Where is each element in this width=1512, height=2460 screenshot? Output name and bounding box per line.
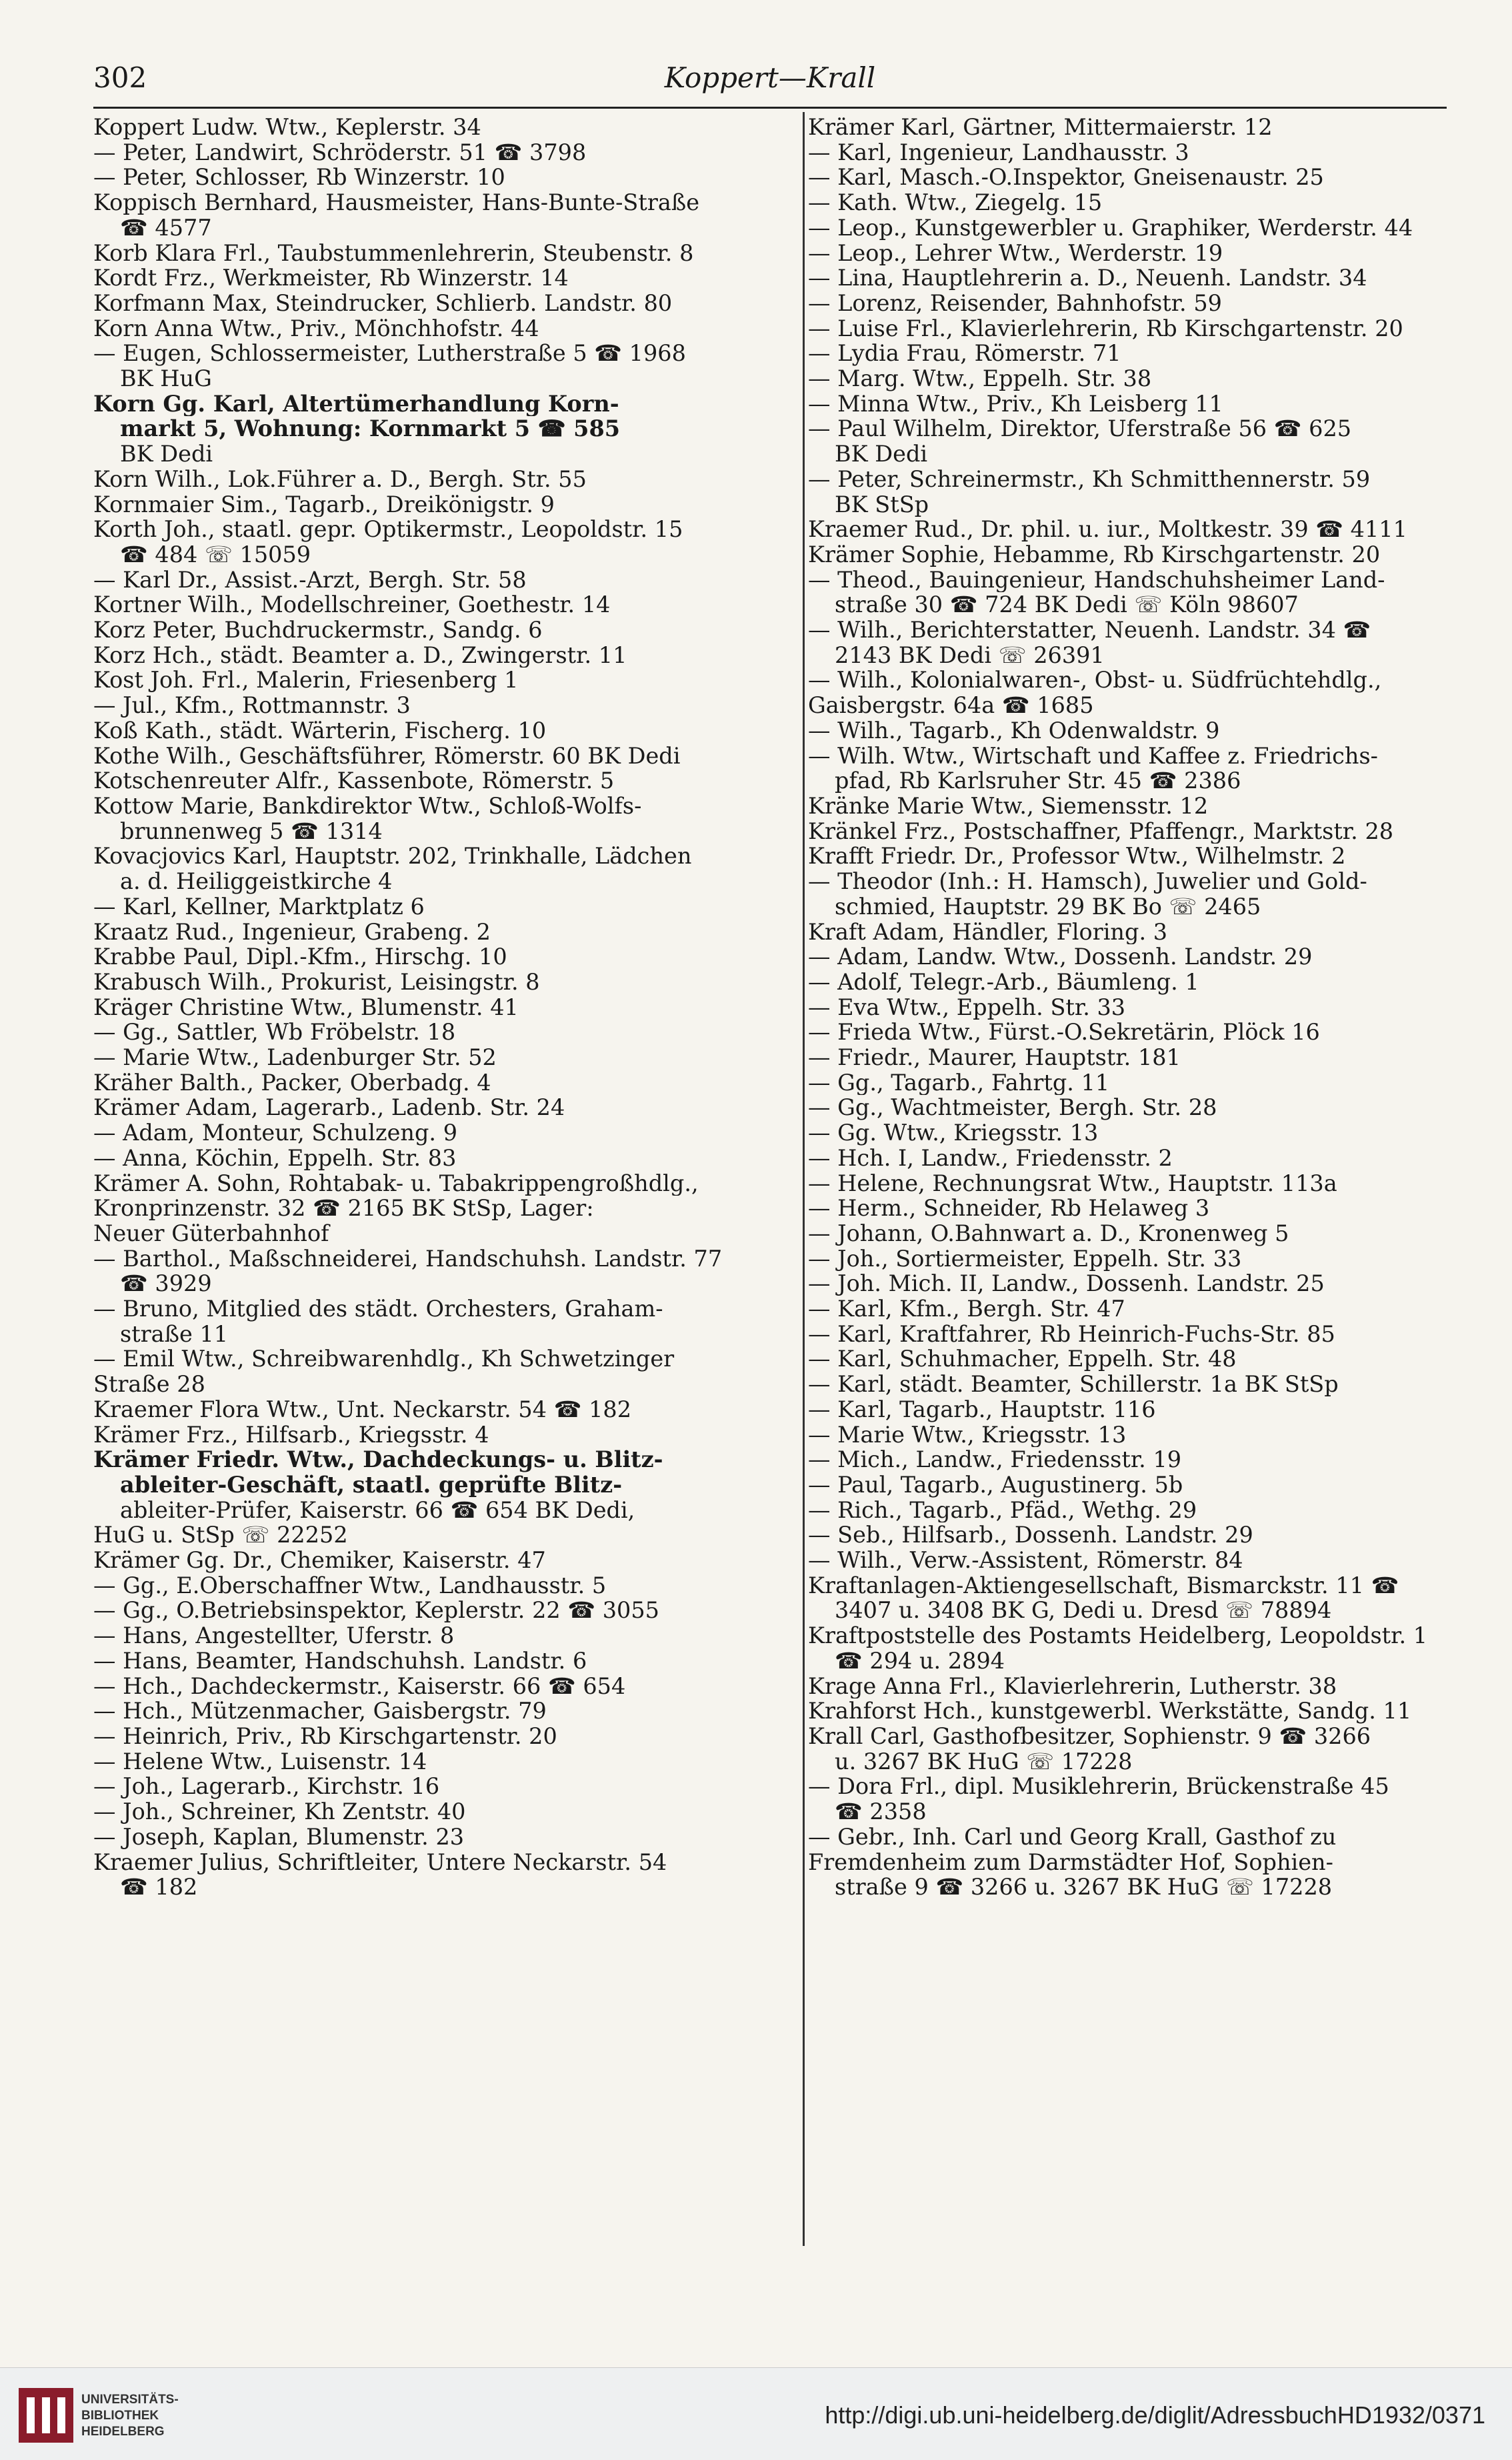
- directory-entry: Kraftpoststelle des Postamts Heidelberg, Leopoldstr. 1: [808, 1623, 1428, 1648]
- directory-entry: Straße 28: [93, 1372, 205, 1397]
- directory-entry: Kränke Marie Wtw., Siemensstr. 12: [808, 793, 1209, 819]
- directory-entry: BK HuG: [120, 366, 212, 391]
- directory-entry: pfad, Rb Karlsruher Str. 45 ☎ 2386: [835, 768, 1241, 794]
- column-divider: [803, 112, 805, 2246]
- directory-entry: — Karl, Ingenieur, Landhausstr. 3: [808, 139, 1189, 165]
- directory-entry: Krabbe Paul, Dipl.-Kfm., Hirschg. 10: [93, 944, 507, 970]
- library-footer: [0, 2367, 1512, 2460]
- directory-entry: — Emil Wtw., Schreibwarenhdlg., Kh Schwetzinger: [93, 1346, 675, 1372]
- directory-entry: — Helene, Rechnungsrat Wtw., Hauptstr. 113a: [808, 1170, 1337, 1196]
- directory-entry: — Heinrich, Priv., Rb Kirschgartenstr. 20: [93, 1724, 557, 1749]
- directory-entry: ☎ 294 u. 2894: [835, 1648, 1005, 1674]
- directory-entry: Kraemer Rud., Dr. phil. u. iur., Moltkestr. 39 ☎ 4111: [808, 517, 1407, 542]
- directory-entry: Kräger Christine Wtw., Blumenstr. 41: [93, 994, 519, 1020]
- directory-entry: Krämer Karl, Gärtner, Mittermaierstr. 12: [808, 115, 1273, 140]
- directory-entry: — Friedr., Maurer, Hauptstr. 181: [808, 1045, 1181, 1070]
- directory-entry: — Gg., Tagarb., Fahrtg. 11: [808, 1070, 1110, 1096]
- directory-entry: — Karl, Kraftfahrer, Rb Heinrich-Fuchs-Str. 85: [808, 1321, 1335, 1347]
- directory-entry: — Peter, Schreinermstr., Kh Schmitthennerstr. 59: [808, 466, 1371, 492]
- directory-entry: Korn Gg. Karl, Altertümerhandlung Korn-: [93, 391, 619, 417]
- directory-entry: Kraemer Flora Wtw., Unt. Neckarstr. 54 ☎ 182: [93, 1396, 632, 1422]
- directory-entry: — Peter, Schlosser, Rb Winzerstr. 10: [93, 165, 505, 191]
- directory-entry: — Karl, Tagarb., Hauptstr. 116: [808, 1396, 1156, 1422]
- directory-entry: — Adam, Landw. Wtw., Dossenh. Landstr. 29: [808, 944, 1313, 970]
- directory-entry: Kordt Frz., Werkmeister, Rb Winzerstr. 14: [93, 265, 569, 291]
- directory-entry: — Marie Wtw., Ladenburger Str. 52: [93, 1045, 497, 1070]
- directory-entry: HuG u. StSp ☏ 22252: [93, 1522, 348, 1548]
- directory-entry: Korn Anna Wtw., Priv., Mönchhofstr. 44: [93, 315, 539, 341]
- directory-entry: — Eva Wtw., Eppelh. Str. 33: [808, 994, 1126, 1020]
- directory-entry: Kothe Wilh., Geschäftsführer, Römerstr. 60 BK Dedi: [93, 743, 681, 769]
- directory-entry: — Dora Frl., dipl. Musiklehrerin, Brückenstraße 45: [808, 1774, 1389, 1800]
- directory-entry: — Wilh., Tagarb., Kh Odenwaldstr. 9: [808, 718, 1220, 744]
- directory-entry: — Theod., Bauingenieur, Handschuhsheimer Land-: [808, 567, 1385, 593]
- directory-entry: Kronprinzenstr. 32 ☎ 2165 BK StSp, Lager:: [93, 1196, 594, 1221]
- directory-entry: straße 9 ☎ 3266 u. 3267 BK HuG ☏ 17228: [835, 1875, 1333, 1900]
- directory-entry: — Lorenz, Reisender, Bahnhofstr. 59: [808, 290, 1222, 316]
- directory-entry: Kraemer Julius, Schriftleiter, Untere Neckarstr. 54: [93, 1849, 667, 1875]
- source-url-link[interactable]: http://digi.ub.uni-heidelberg.de/diglit/AdressbuchHD1932/0371: [825, 2401, 1485, 2429]
- directory-entry: Krämer Gg. Dr., Chemiker, Kaiserstr. 47: [93, 1548, 546, 1573]
- directory-entry: Korb Klara Frl., Taubstummenlehrerin, Steubenstr. 8: [93, 240, 694, 266]
- library-logo-icon: [19, 2388, 73, 2443]
- directory-entry: — Leop., Kunstgewerbler u. Graphiker, Werderstr. 44: [808, 215, 1413, 241]
- directory-entry: Kost Joh. Frl., Malerin, Friesenberg 1: [93, 668, 519, 694]
- directory-entry: — Lydia Frau, Römerstr. 71: [808, 341, 1121, 367]
- directory-entry: — Joh., Lagerarb., Kirchstr. 16: [93, 1774, 440, 1800]
- directory-entry: Kränkel Frz., Postschaffner, Pfaffengr., Marktstr. 28: [808, 818, 1394, 844]
- directory-entry: — Theodor (Inh.: H. Hamsch), Juwelier und Gold-: [808, 869, 1367, 894]
- directory-entry: — Marie Wtw., Kriegsstr. 13: [808, 1422, 1127, 1448]
- directory-entry: Korfmann Max, Steindrucker, Schlierb. Landstr. 80: [93, 290, 673, 316]
- directory-entry: Krämer Frz., Hilfsarb., Kriegsstr. 4: [93, 1422, 489, 1448]
- directory-entry: — Karl, Kfm., Bergh. Str. 47: [808, 1296, 1125, 1322]
- directory-entry: — Wilh., Kolonialwaren-, Obst- u. Südfrüchtehdlg.,: [808, 668, 1382, 694]
- directory-entry: — Bruno, Mitglied des städt. Orchesters, Graham-: [93, 1296, 663, 1322]
- directory-entry: Krall Carl, Gasthofbesitzer, Sophienstr. 9 ☎ 3266: [808, 1724, 1371, 1749]
- directory-entry: Kortner Wilh., Modellschreiner, Goethestr. 14: [93, 592, 611, 618]
- directory-entry: — Helene Wtw., Luisenstr. 14: [93, 1748, 427, 1774]
- header-rule: [93, 107, 1447, 109]
- directory-entry: — Barthol., Maßschneiderei, Handschuhsh. Landstr. 77: [93, 1246, 723, 1272]
- directory-entry: brunnenweg 5 ☎ 1314: [120, 818, 383, 844]
- directory-entry: straße 11: [120, 1321, 229, 1347]
- directory-entry: 3407 u. 3408 BK G, Dedi u. Dresd ☏ 78894: [835, 1598, 1332, 1624]
- directory-entry: Koppisch Bernhard, Hausmeister, Hans-Bunte-Straße: [93, 190, 700, 215]
- directory-entry: ☎ 182: [120, 1875, 198, 1900]
- directory-entry: — Lina, Hauptlehrerin a. D., Neuenh. Landstr. 34: [808, 265, 1367, 291]
- directory-entry: — Wilh., Verw.-Assistent, Römerstr. 84: [808, 1548, 1243, 1573]
- library-name: UNIVERSITÄTS- BIBLIOTHEK HEIDELBERG: [81, 2393, 179, 2439]
- directory-entry: ☎ 2358: [835, 1799, 927, 1824]
- directory-entry: Kotschenreuter Alfr., Kassenbote, Römerstr. 5: [93, 768, 615, 794]
- directory-entry: — Paul Wilhelm, Direktor, Uferstraße 56 ☎ 625: [808, 416, 1352, 442]
- directory-entry: Kovacjovics Karl, Hauptstr. 202, Trinkhalle, Lädchen: [93, 844, 692, 870]
- directory-entry: — Gg., E.Oberschaffner Wtw., Landhausstr. 5: [93, 1572, 607, 1598]
- directory-entry: — Marg. Wtw., Eppelh. Str. 38: [808, 366, 1152, 391]
- directory-entry: a. d. Heiliggeistkirche 4: [120, 869, 393, 894]
- directory-entry: — Gg., O.Betriebsinspektor, Keplerstr. 22 ☎ 3055: [93, 1598, 659, 1624]
- directory-entry: — Paul, Tagarb., Augustinerg. 5b: [808, 1472, 1183, 1498]
- directory-entry: — Gebr., Inh. Carl und Georg Krall, Gasthof zu: [808, 1824, 1337, 1850]
- directory-entry: — Jul., Kfm., Rottmannstr. 3: [93, 693, 411, 718]
- directory-entry: — Herm., Schneider, Rb Helaweg 3: [808, 1196, 1210, 1221]
- directory-entry: — Hch., Dachdeckermstr., Kaiserstr. 66 ☎ 654: [93, 1673, 626, 1699]
- directory-entry: — Karl, Schuhmacher, Eppelh. Str. 48: [808, 1346, 1237, 1372]
- directory-entry: — Karl, Kellner, Marktplatz 6: [93, 894, 425, 920]
- directory-entry: Korz Peter, Buchdruckermstr., Sandg. 6: [93, 618, 543, 643]
- directory-entry: — Karl, städt. Beamter, Schillerstr. 1a BK StSp: [808, 1372, 1339, 1397]
- directory-entry: — Wilh. Wtw., Wirtschaft und Kaffee z. Friedrichs-: [808, 743, 1378, 769]
- directory-entry: Kornmaier Sim., Tagarb., Dreikönigstr. 9: [93, 491, 555, 517]
- directory-entry: Gaisbergstr. 64a ☎ 1685: [808, 693, 1094, 718]
- directory-entry: Kraft Adam, Händler, Floring. 3: [808, 919, 1168, 945]
- directory-entry: — Peter, Landwirt, Schröderstr. 51 ☎ 3798: [93, 139, 587, 165]
- directory-entry: — Luise Frl., Klavierlehrerin, Rb Kirschgartenstr. 20: [808, 315, 1403, 341]
- directory-entry: — Kath. Wtw., Ziegelg. 15: [808, 190, 1103, 215]
- directory-entry: BK Dedi: [835, 441, 928, 467]
- directory-entry: — Anna, Köchin, Eppelh. Str. 83: [93, 1145, 457, 1171]
- page-number: 302: [93, 61, 147, 94]
- directory-entry: — Adolf, Telegr.-Arb., Bäumleng. 1: [808, 969, 1199, 995]
- directory-entry: straße 30 ☎ 724 BK Dedi ☏ Köln 98607: [835, 592, 1299, 618]
- directory-entry: Krämer Friedr. Wtw., Dachdeckungs- u. Blitz-: [93, 1447, 663, 1472]
- directory-entry: markt 5, Wohnung: Kornmarkt 5 ☎ 585: [120, 416, 621, 442]
- directory-entry: Krämer A. Sohn, Rohtabak- u. Tabakrippengroßhdlg.,: [93, 1170, 699, 1196]
- directory-entry: — Adam, Monteur, Schulzeng. 9: [93, 1120, 458, 1146]
- directory-entry: — Eugen, Schlossermeister, Lutherstraße 5 ☎ 1968: [93, 341, 686, 367]
- directory-entry: — Johann, O.Bahnwart a. D., Kronenweg 5: [808, 1220, 1289, 1246]
- directory-entry: — Hans, Beamter, Handschuhsh. Landstr. 6: [93, 1648, 587, 1674]
- directory-entry: Kräher Balth., Packer, Oberbadg. 4: [93, 1070, 491, 1096]
- directory-entry: Korn Wilh., Lok.Führer a. D., Bergh. Str. 55: [93, 466, 587, 492]
- directory-entry: — Joh., Schreiner, Kh Zentstr. 40: [93, 1799, 466, 1824]
- directory-entry: ☎ 484 ☏ 15059: [120, 541, 311, 567]
- right-column: [808, 115, 1475, 1900]
- directory-entry: Fremdenheim zum Darmstädter Hof, Sophien-: [808, 1849, 1333, 1875]
- page-header: [93, 61, 1447, 108]
- directory-entry: schmied, Hauptstr. 29 BK Bo ☏ 2465: [835, 894, 1261, 920]
- directory-entry: — Gg., Wachtmeister, Bergh. Str. 28: [808, 1095, 1217, 1121]
- directory-entry: — Karl Dr., Assist.-Arzt, Bergh. Str. 58: [93, 567, 527, 593]
- directory-entry: — Frieda Wtw., Fürst.-O.Sekretärin, Plöck 16: [808, 1020, 1320, 1046]
- directory-entry: ableiter-Geschäft, staatl. geprüfte Blitz-: [120, 1472, 623, 1498]
- directory-entry: — Gg. Wtw., Kriegsstr. 13: [808, 1120, 1099, 1146]
- directory-entry: Kottow Marie, Bankdirektor Wtw., Schloß-Wolfs-: [93, 793, 642, 819]
- directory-entry: — Leop., Lehrer Wtw., Werderstr. 19: [808, 240, 1223, 266]
- directory-entry: Neuer Güterbahnhof: [93, 1220, 329, 1246]
- directory-entry: ☎ 3929: [120, 1271, 212, 1297]
- directory-entry: — Rich., Tagarb., Pfäd., Wethg. 29: [808, 1497, 1197, 1523]
- directory-entry: u. 3267 BK HuG ☏ 17228: [835, 1748, 1133, 1774]
- directory-entry: Krämer Adam, Lagerarb., Ladenb. Str. 24: [93, 1095, 565, 1121]
- directory-entry: — Karl, Masch.-O.Inspektor, Gneisenaustr. 25: [808, 165, 1324, 191]
- directory-entry: Krämer Sophie, Hebamme, Rb Kirschgartenstr. 20: [808, 541, 1381, 567]
- directory-entry: 2143 BK Dedi ☏ 26391: [835, 642, 1105, 668]
- directory-entry: — Joh. Mich. II, Landw., Dossenh. Landstr. 25: [808, 1271, 1325, 1297]
- left-column: [93, 115, 780, 1900]
- directory-entry: — Hans, Angestellter, Uferstr. 8: [93, 1623, 455, 1648]
- directory-entry: Koppert Ludw. Wtw., Keplerstr. 34: [93, 115, 481, 140]
- running-head: Koppert—Krall: [664, 61, 876, 94]
- directory-entry: ableiter-Prüfer, Kaiserstr. 66 ☎ 654 BK Dedi,: [120, 1497, 635, 1523]
- directory-entry: Koß Kath., städt. Wärterin, Fischerg. 10: [93, 718, 547, 744]
- directory-entry: — Joh., Sortiermeister, Eppelh. Str. 33: [808, 1246, 1242, 1272]
- directory-entry: — Joseph, Kaplan, Blumenstr. 23: [93, 1824, 465, 1850]
- directory-entry: BK Dedi: [120, 441, 213, 467]
- directory-entry: — Minna Wtw., Priv., Kh Leisberg 11: [808, 391, 1223, 417]
- directory-entry: Krabusch Wilh., Prokurist, Leisingstr. 8: [93, 969, 540, 995]
- directory-entry: Krafft Friedr. Dr., Professor Wtw., Wilhelmstr. 2: [808, 844, 1346, 870]
- directory-entry: — Mich., Landw., Friedensstr. 19: [808, 1447, 1182, 1472]
- directory-entry: Krage Anna Frl., Klavierlehrerin, Lutherstr. 38: [808, 1673, 1337, 1699]
- directory-entry: Kraftanlagen-Aktiengesellschaft, Bismarckstr. 11 ☎: [808, 1572, 1399, 1598]
- directory-entry: Korth Joh., staatl. gepr. Optikermstr., Leopoldstr. 15: [93, 517, 683, 542]
- directory-entry: — Wilh., Berichterstatter, Neuenh. Landstr. 34 ☎: [808, 618, 1371, 643]
- directory-entry: BK StSp: [835, 491, 929, 517]
- directory-entry: — Hch., Mützenmacher, Gaisbergstr. 79: [93, 1698, 547, 1724]
- directory-entry: Krahforst Hch., kunstgewerbl. Werkstätte, Sandg. 11: [808, 1698, 1412, 1724]
- directory-entry: Korz Hch., städt. Beamter a. D., Zwingerstr. 11: [93, 642, 627, 668]
- directory-entry: — Seb., Hilfsarb., Dossenh. Landstr. 29: [808, 1522, 1253, 1548]
- directory-entry: Kraatz Rud., Ingenieur, Grabeng. 2: [93, 919, 491, 945]
- directory-entry: ☎ 4577: [120, 215, 212, 241]
- directory-entry: — Hch. I, Landw., Friedensstr. 2: [808, 1145, 1173, 1171]
- directory-entry: — Gg., Sattler, Wb Fröbelstr. 18: [93, 1020, 456, 1046]
